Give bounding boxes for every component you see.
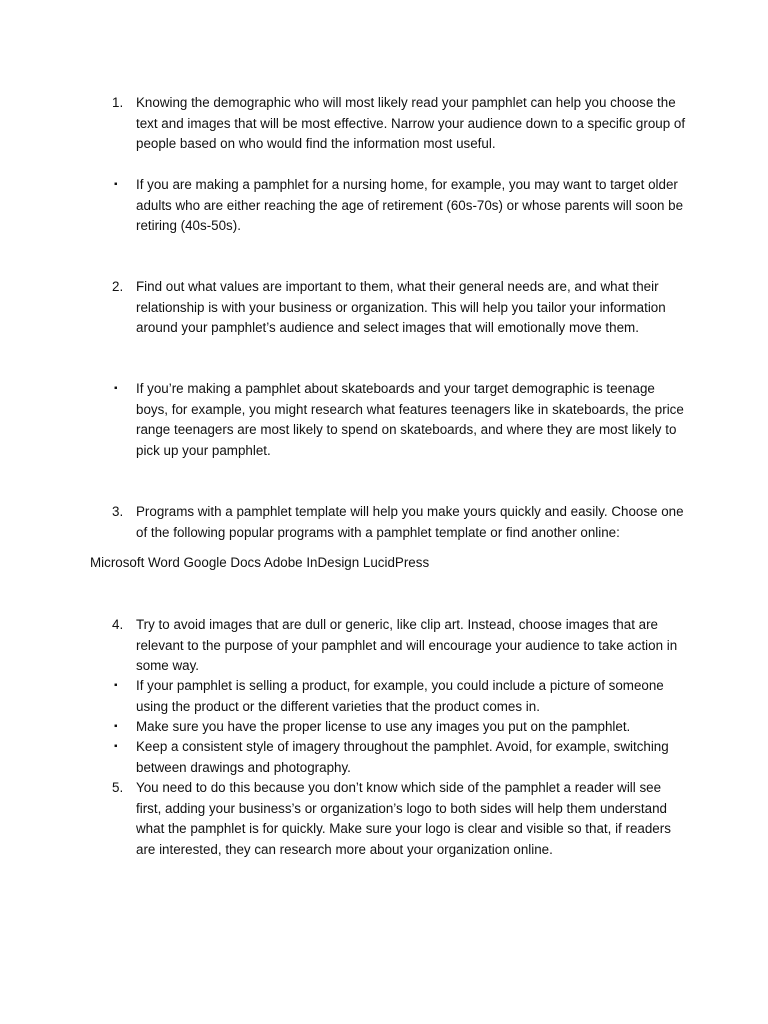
list-item-4 [100,615,690,677]
bullet-item [100,379,690,461]
list-item-3 [100,502,690,543]
bullet-icon: ▪ [114,179,118,190]
list-item-1 [100,93,690,155]
bullet-icon: ▪ [114,383,118,394]
paragraph: If you are making a pamphlet for a nursing home, for example, you may want to target older adults who are either reaching the age of retirement (60s-70s) or whose parents will soon be retiring (40s-50s). [136,177,684,233]
bullet-item [100,175,690,237]
list-number: 4. [112,617,124,632]
programs-line: Microsoft Word Google Docs Adobe InDesign LucidPress [90,555,430,570]
paragraph: Knowing the demographic who will most likely read your pamphlet can help you choose the text and images that will be most effective. Narrow your audience down to a specific group of people based on who would find the information most useful. [136,95,686,151]
paragraph: Programs with a pamphlet template will help you make yours quickly and easily. Choose one of the following popular programs with a pamphlet template or find another online: [136,504,684,540]
bullet-icon: ▪ [114,680,118,691]
paragraph: Keep a consistent style of imagery throughout the pamphlet. Avoid, for example, switching between drawings and photography. [136,739,669,775]
bullet-icon: ▪ [114,721,118,732]
list-item-5 [100,778,690,860]
list-number: 1. [112,95,124,110]
paragraph: Make sure you have the proper license to use any images you put on the pamphlet. [136,719,631,734]
list-number: 3. [112,504,124,519]
paragraph: If your pamphlet is selling a product, for example, you could include a picture of someone using the product or the different varieties that the product comes in. [136,678,664,714]
paragraph: If you’re making a pamphlet about skateboards and your target demographic is teenage boys, for example, you might research what features teenagers like in skateboards, the price range teenagers are most likely to spend on skateboards, and where they are most likely to pick up your pamphlet. [136,381,684,458]
bullet-icon: ▪ [114,741,118,752]
bullet-item [100,737,690,778]
paragraph: Try to avoid images that are dull or generic, like clip art. Instead, choose images that are relevant to the purpose of your pamphlet and will encourage your audience to take action in some way. [136,617,678,673]
paragraph: You need to do this because you don’t know which side of the pamphlet a reader will see first, adding your business’s or organization’s logo to both sides will help them understand what the pamphlet is for quickly. Make sure your logo is clear and visible so that, if readers are interested, they can research more about your organization online. [136,780,671,857]
list-number: 2. [112,279,124,294]
list-number: 5. [112,780,124,795]
bullet-item [100,676,690,717]
list-item-2 [100,277,690,339]
paragraph: Find out what values are important to them, what their general needs are, and what their relationship is with your business or organization. This will help you tailor your information around your pamphlet’s audience and select images that will emotionally move them. [136,279,666,335]
bullet-item [100,717,690,738]
